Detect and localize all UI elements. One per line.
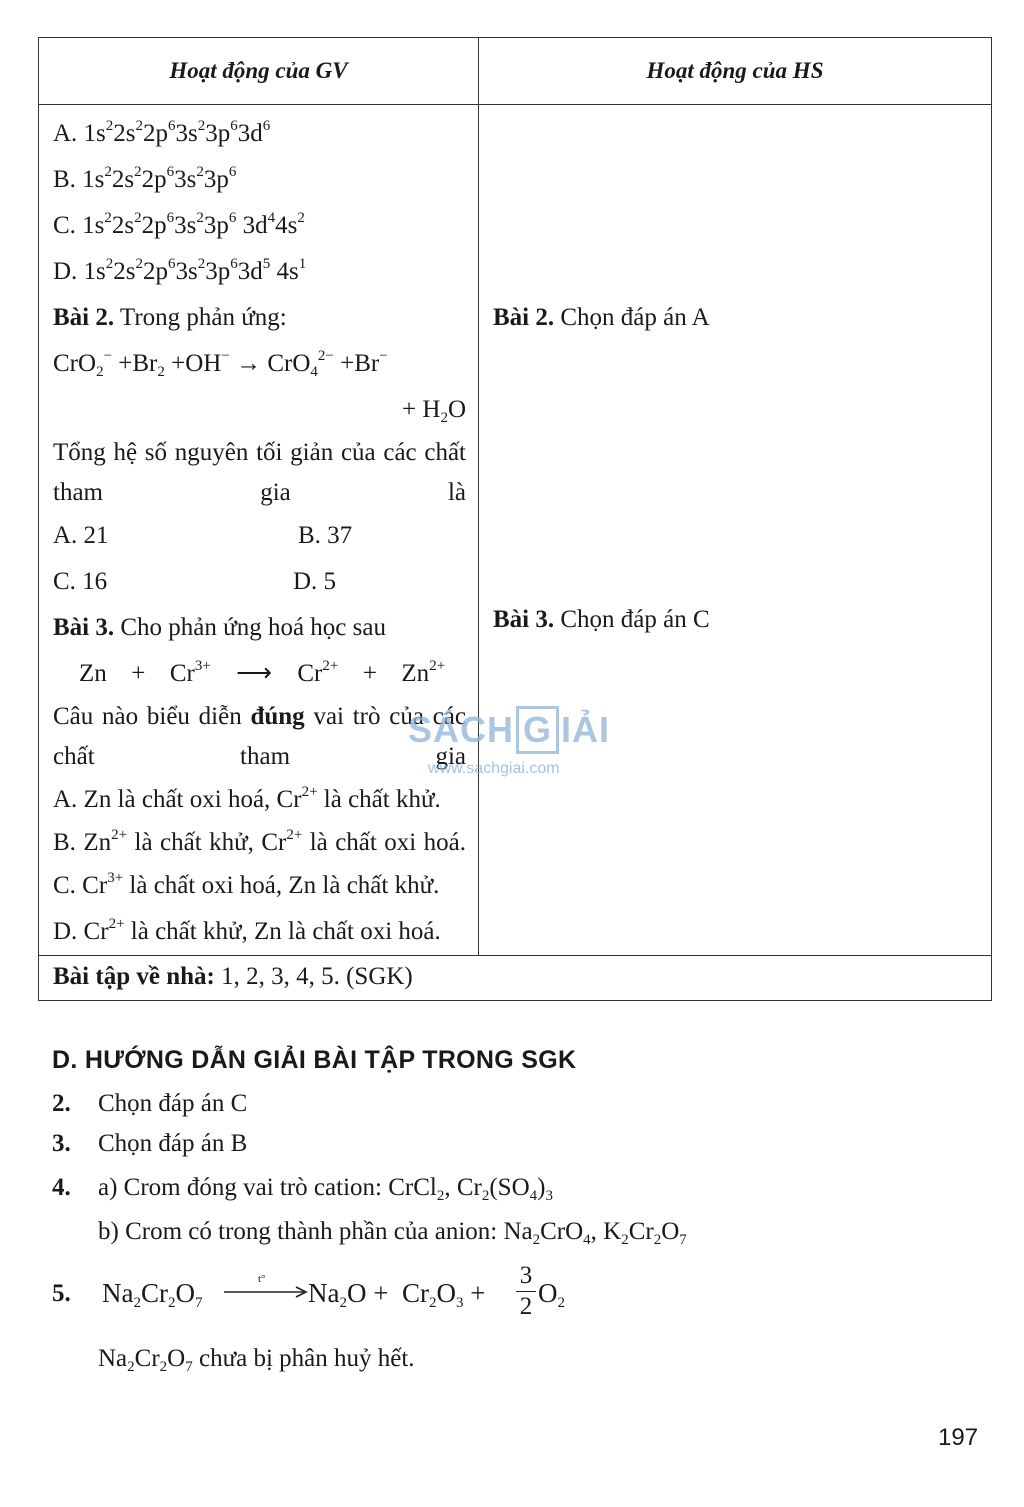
bai3-option-d: D. $Cr^{2+}$ là chất khử, Zn là chất oxi hoá. [53,916,441,945]
student-activity-cell [479,105,992,956]
heat-arrow-icon [222,1272,308,1302]
header-teacher-activity: Hoạt động của GV [39,38,479,105]
table-header-row [39,38,992,105]
reaction-reactant: $Na_2Cr_2O_7$ [102,1278,203,1311]
q1-option-c: C. $1s^22s^22p^63s^23p^6$ $3d^44s^2$ [53,210,305,239]
homework-row [39,956,992,1001]
reaction-products: $Na_2O + Cr_2O_3$ + [308,1278,486,1311]
answer-item-4a: 4. a) Crom đóng vai trò cation: CrCl$_2$, $Cr_2(SO_4)_3$ [52,1174,553,1204]
bai2-question: Tổng hệ số nguyên tối giản của các chất tham gia là [53,439,466,506]
bai2-answer: Bài 2. Chọn đáp án A [493,304,710,331]
lesson-activity-table [38,37,992,1001]
section-title: D. HƯỚNG DẪN GIẢI BÀI TẬP TRONG SGK [52,1046,577,1074]
watermark-logo: SÁCH G IẢI [408,706,618,754]
bai2-options-row-2: C. 16 D. 5 [53,568,337,595]
header-student-activity: Hoạt động của HS [479,38,992,105]
svg-text:t°: t° [258,1273,266,1285]
answer-item-4b: b) Crom có trong thành phần của anion: $Na_2CrO_4$, $K_2Cr_2O_7$ [98,1218,687,1248]
q1-option-a: A. $1s^22s^22p^63s^23p^63d^6$ [53,118,271,147]
bai3-option-c: C. $Cr^{3+}$ là chất oxi hoá, Zn là chất khử. [53,870,440,899]
answer-5-number: 5. [52,1280,71,1307]
q1-option-b: B. $1s^22s^22p^63s^23p^6$ [53,164,237,193]
bai3-option-b: B. $Zn^{2+}$ là chất khử, $Cr^{2+}$ là chất oxi hoá. [53,827,466,856]
bai3-prompt: Bài 3. Cho phản ứng hoá học sau [53,614,386,641]
oxygen-product: $O_2$ [538,1278,565,1311]
bai3-equation: $Zn + Cr^{3+}$ ⟶ $Cr^{2+} + Zn^{2+}$ [79,658,446,687]
answer-item-5-reaction [52,1262,652,1332]
table-body-row [39,105,992,956]
answer-5-note: $Na_2Cr_2O_7$ chưa bị phân huỷ hết. [98,1345,415,1375]
bai3-option-a: A. Zn là chất oxi hoá, $Cr^{2+}$ là chất khử. [53,784,441,813]
bai2-options-row-1: A. 21 B. 37 [53,522,353,549]
homework-cell: Bài tập về nhà: 1, 2, 3, 4, 5. (SGK) [39,956,992,1001]
bai2-label: Bài 2. [53,304,115,331]
watermark-url: www.sachgiai.com [428,760,560,777]
q1-option-d: D. $1s^22s^22p^63s^23p^63d^5$ $4s^1$ [53,256,307,285]
teacher-activity-cell [39,105,479,956]
watermark [408,706,618,802]
bai2-prompt: Bài 2. Trong phản ứng: [53,304,287,331]
bai3-label: Bài 3. [53,614,115,641]
bai3-answer: Bài 3. Chọn đáp án C [493,606,710,633]
answer-item: 2. Chọn đáp án C [52,1090,248,1117]
fraction-three-halves: 3 2 [514,1262,538,1321]
bai2-equation-tail: + $H_2O$ [402,396,466,426]
bai2-equation: $CrO_2^- +Br_2 +OH^- \to CrO_4^{2-} +Br^-$ [53,348,388,380]
answer-item: 3. Chọn đáp án B [52,1130,248,1157]
sgk-answers [52,1086,687,1254]
page-number: 197 [938,1424,979,1451]
bai3-question: Câu nào biểu diễn đúng vai trò của các chất tham gia [53,703,466,770]
